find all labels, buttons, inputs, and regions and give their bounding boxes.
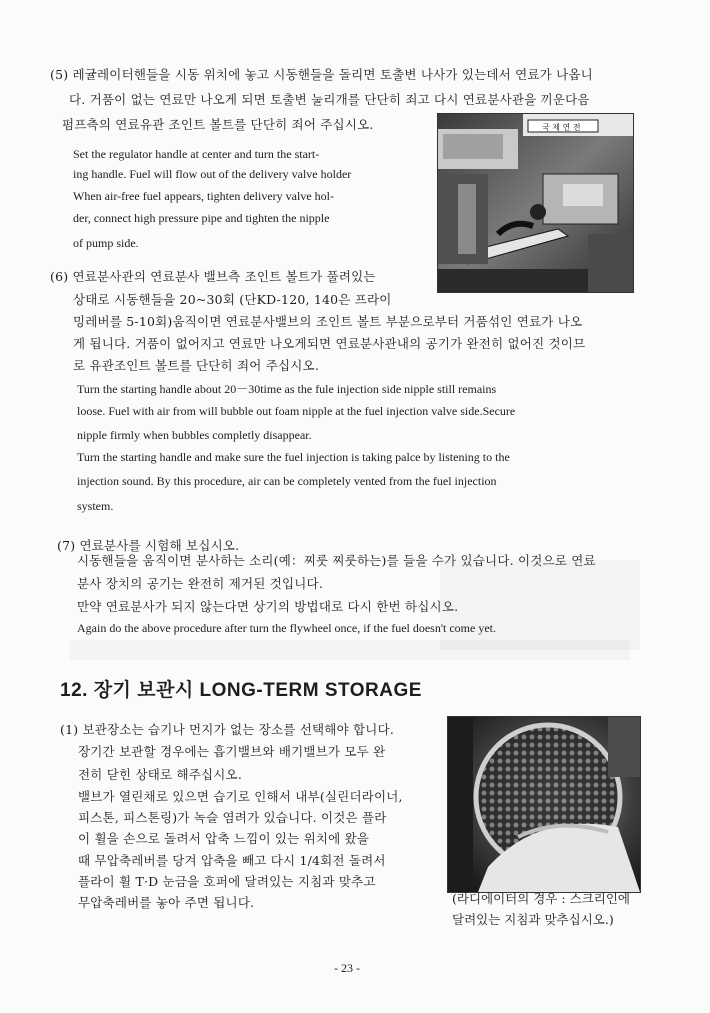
sec7-ko-line-1: (7) 연료분사를 시험해 보십시오. (57, 538, 240, 553)
sec12-ko-line-8: 플라이 휠 T·D 눈금을 호퍼에 달려있는 지침과 맞추고 (78, 874, 376, 889)
sec5-ko-line-2: 다. 거품이 없는 연료만 나오게 되면 토출변 눌리개를 단단히 죄고 다시 연료분사관을 끼운다음 (69, 92, 590, 107)
sec5-en-line-2: ing handle. Fuel will flow out of the delivery valve holder (73, 167, 352, 181)
sec6-ko-line-5: 로 유관조인트 볼트를 단단히 죄어 주십시오. (73, 358, 319, 373)
sec6-ko-line-3: 밍레버를 5-10회)움직이면 연료분사밸브의 조인트 볼트 부분으로부터 거품섞인 연료가 나오 (73, 314, 583, 329)
sec5-en-line-4: der, connect high pressure pipe and tighten the nipple (73, 211, 330, 225)
sec6-en-line-5: injection sound. By this procedure, air can be completely vented from the fuel injection (77, 474, 497, 488)
flywheel-photo (447, 716, 641, 893)
page-number: - 23 - (334, 961, 360, 975)
sec7-ko-line-4: 만약 연료분사가 되지 않는다면 상기의 방법대로 다시 한번 하십시오. (77, 599, 459, 614)
sec12-ko-line-4: 밸브가 열린채로 있으면 습기로 인해서 내부(실린더라이너, (78, 789, 403, 804)
caption-line-1: (라디에이터의 경우 : 스크리인에 (452, 891, 630, 906)
sec6-en-line-6: system. (77, 499, 114, 513)
sec12-ko-line-5: 피스톤, 피스톤링)가 녹슬 염려가 있습니다. 이것은 플라 (78, 810, 387, 825)
sec12-ko-line-3: 전히 닫힌 상태로 해주십시오. (78, 767, 242, 782)
sec12-ko-line-7: 때 무압축레버를 당겨 압축을 빼고 다시 1/4회전 돌려서 (78, 853, 386, 868)
sec6-en-line-2: loose. Fuel with air from will bubble out foam nipple at the fuel injection valve side.Secure (77, 404, 516, 418)
bleed-through-mark (70, 640, 630, 660)
engine-fuel-pump-photo (437, 113, 634, 293)
sec5-en-line-5: of pump side. (73, 236, 139, 250)
sec12-ko-line-9: 무압축레버를 놓아 주면 됩니다. (78, 895, 255, 910)
sec6-ko-line-4: 게 됩니다. 거품이 없어지고 연료만 나오게되면 연료분사관내의 공기가 완전히 없어진 것이므 (73, 336, 586, 351)
sec12-ko-line-6: 이 휠을 손으로 돌려서 압축 느낌이 있는 위치에 왔을 (78, 831, 370, 846)
section-12-heading: 12. 장기 보관시 LONG-TERM STORAGE (60, 680, 422, 701)
sec12-ko-line-2: 장기간 보관할 경우에는 흡기밸브와 배기밸브가 모두 완 (78, 744, 386, 759)
sec7-ko-line-2: 시동핸들을 움직이면 분사하는 소리(예：찌룻 찌룻하는)를 들을 수가 있습니다. 이것으로 연료 (77, 553, 596, 568)
sec7-en-line-1: Again do the above procedure after turn the flywheel once, if the fuel doesn't come yet. (77, 621, 496, 635)
caption-line-2: 달려있는 지침과 맞추십시오.) (452, 912, 614, 927)
engine-photo-illustration (438, 114, 633, 292)
sec6-en-line-1: Turn the starting handle about 20－30time as the fule injection side nipple still remains (77, 382, 497, 396)
sec5-en-line-3: When air-free fuel appears, tighten delivery valve hol- (73, 189, 334, 203)
photo-plate-text: 국 제 연 전 (542, 123, 581, 132)
sec6-en-line-4: Turn the starting handle and make sure the fuel injection is taking palce by listening to the (77, 450, 510, 464)
sec5-en-line-1: Set the regulator handle at center and turn the start- (73, 147, 320, 161)
bleed-through-mark (440, 560, 640, 650)
sec6-ko-line-1: (6) 연료분사관의 연료분사 밸브측 조인트 볼트가 풀려있는 (50, 269, 376, 284)
sec6-ko-line-2: 상태로 시동핸들을 20~30회 (단KD-120, 140은 프라이 (73, 292, 392, 307)
flywheel-photo-caption (452, 888, 630, 930)
flywheel-photo-illustration (448, 717, 640, 892)
sec5-ko-line-3: 펌프측의 연료유관 조인트 볼트를 단단히 죄어 주십시오. (62, 117, 374, 132)
sec5-ko-line-1: (5) 레귤레이터핸들을 시동 위치에 놓고 시동핸들을 돌리면 토출변 나사가 있는데서 연료가 나옵니 (50, 67, 593, 82)
sec6-en-line-3: nipple firmly when bubbles completly disappear. (77, 428, 312, 442)
sec7-ko-line-3: 분사 장치의 공기는 완전히 제거된 것입니다. (77, 576, 323, 591)
sec12-ko-line-1: (1) 보관장소는 습기나 먼지가 없는 장소를 선택해야 합니다. (60, 722, 395, 737)
